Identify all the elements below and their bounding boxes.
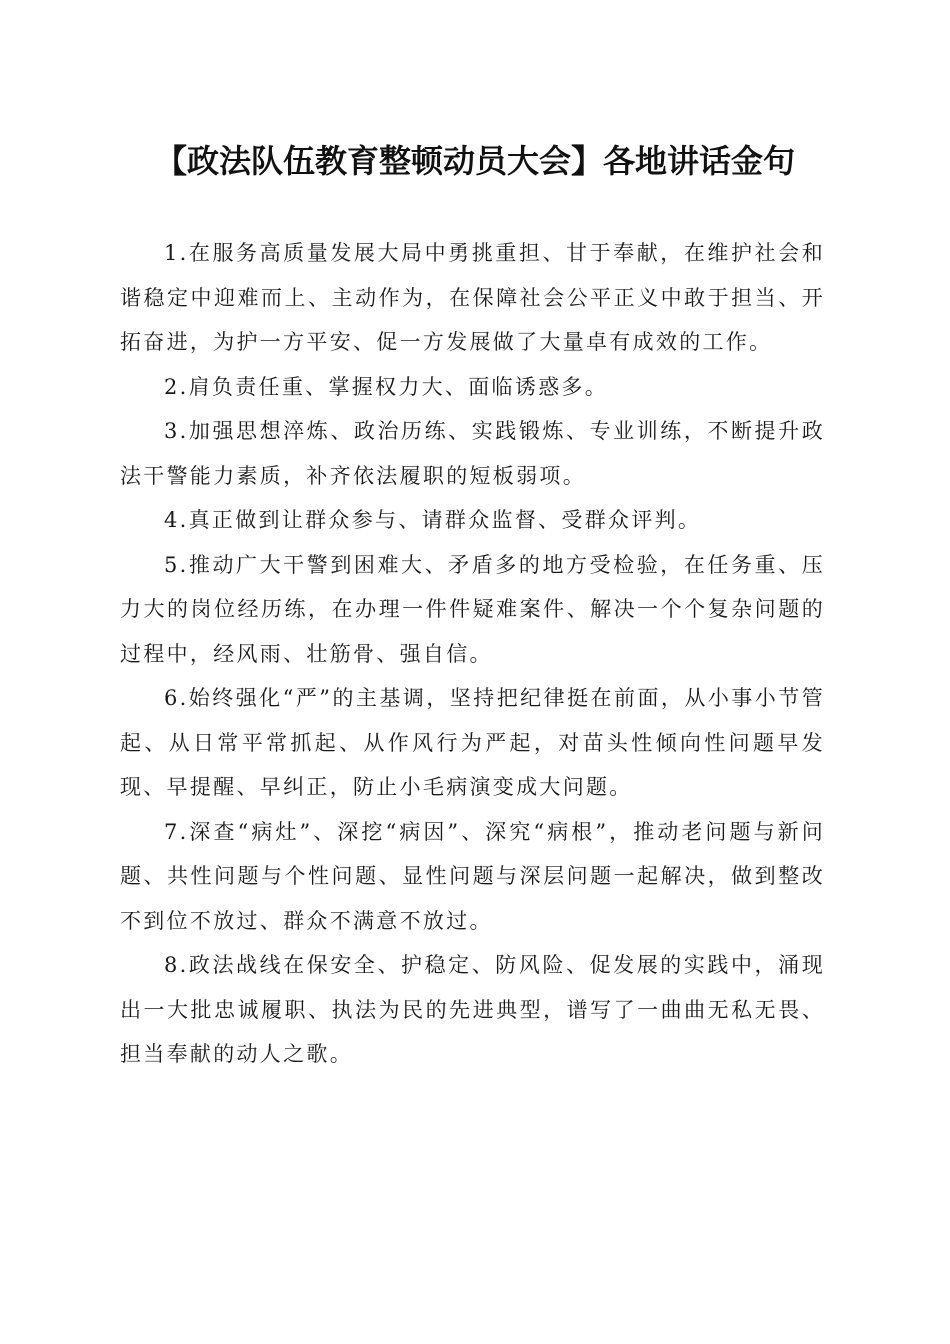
paragraph-1: 1.在服务高质量发展大局中勇挑重担、甘于奉献，在维护社会和谐稳定中迎难而上、主动作为，在保障社会公平正义中敢于担当、开拓奋进，为护一方平安、促一方发展做了大量卓有成效的工作。: [120, 241, 825, 354]
paragraph-6: 6.始终强化“严”的主基调，坚持把纪律挺在前面，从小事小节管起、从日常平常抓起、从作风行为严起，对苗头性倾向性问题早发现、早提醒、早纠正，防止小毛病演变成大问题。: [120, 686, 825, 799]
paragraph-7: 7.深查“病灶”、深挖“病因”、深究“病根”，推动老问题与新问题、共性问题与个性问题、显性问题与深层问题一起解决，做到整改不到位不放过、群众不满意不放过。: [120, 819, 825, 933]
paragraph-3: 3.加强思想淬炼、政治历练、实践锻炼、专业训练，不断提升政法干警能力素质，补齐依法履职的短板弱项。: [120, 419, 825, 488]
paragraph-5: 5.推动广大干警到困难大、矛盾多的地方受检验，在任务重、压力大的岗位经历练，在办理一件件疑难案件、解决一个个复杂问题的过程中，经风雨、壮筋骨、强自信。: [120, 552, 825, 666]
document-body: [120, 231, 825, 1077]
paragraph-4: 4.真正做到让群众参与、请群众监督、受群众评判。: [164, 508, 702, 532]
paragraph-8: 8.政法战线在保安全、护稳定、防风险、促发展的实践中，涌现出一大批忠诚履职、执法为民的先进典型，谱写了一曲曲无私无畏、担当奉献的动人之歌。: [120, 953, 825, 1066]
paragraph-2: 2.肩负责任重、掌握权力大、面临诱惑多。: [164, 374, 609, 399]
document-title: 【政法队伍教育整顿动员大会】各地讲话金句: [154, 142, 795, 180]
